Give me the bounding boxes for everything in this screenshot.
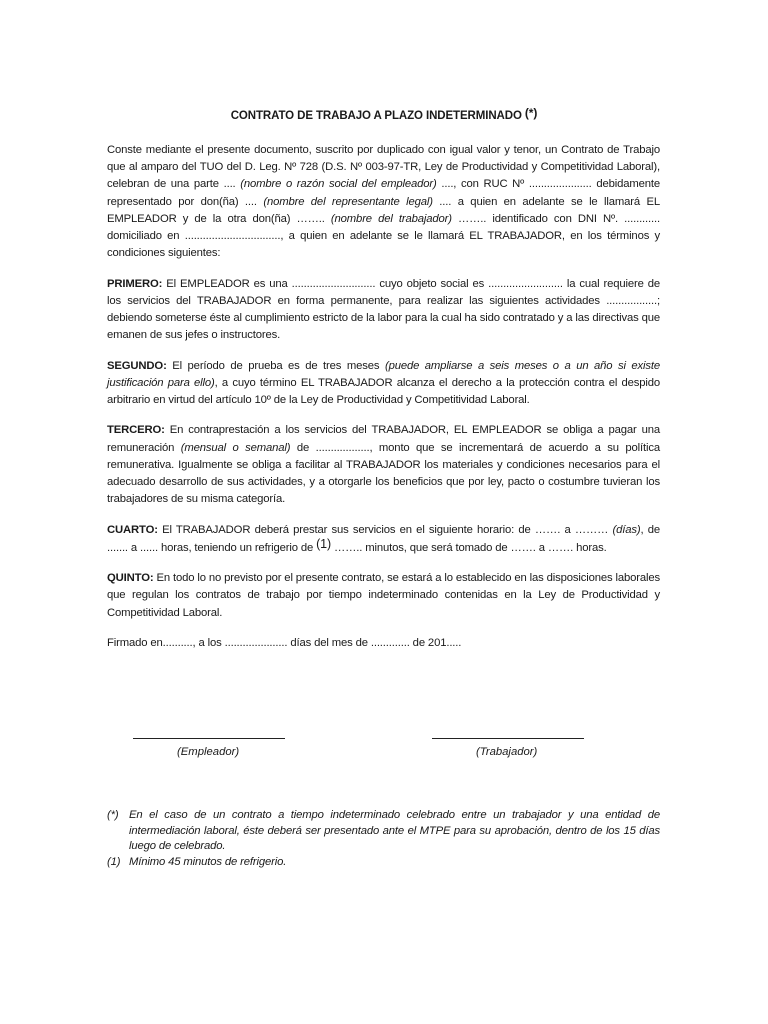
worker-signature-line [432,738,584,739]
intro-text: .... a quien en adelante se le llamará EL EMPLEADOR y de la otra don(ña) …….. [107,195,660,225]
title-footnote-mark: (*) [524,106,538,120]
footnote-mark: (1) [107,855,121,868]
footnote-mark: (*) [107,809,119,821]
clause-text: En contraprestación a los servicios del TRABAJADOR, EL EMPLEADOR se obliga a pagar una remuneración [107,424,660,454]
worker-name-placeholder: (nombre del trabajador) [330,212,452,225]
clause-text: …….. minutos, que será tomado de ……. a ……. horas. [330,541,607,554]
document-title [0,108,768,122]
clause-italic-note: (puede ampliarse a seis meses o a un año si existe justificación para ello) [107,359,661,389]
clause-text: , de ....... a ...... horas, teniendo un refrigerio de [107,523,661,554]
intro-text: ...., con RUC Nº ..................... debidamente representado por don(ña) .... [107,178,660,208]
footnote-item [107,855,660,871]
title-text: CONTRATO DE TRABAJO A PLAZO INDETERMINADO [230,110,522,122]
footnote-text: Mínimo 45 minutos de refrigerio. [129,855,287,868]
clause-label: PRIMERO: [107,277,163,290]
clause-italic-note: (días) [612,523,641,536]
worker-signature-label: (Trabajador) [476,746,538,758]
clause-text: El EMPLEADOR es una ............................ cuyo objeto social es ......................... la cual requiere de los servicios del TRABAJADOR en forma permanente, para realizar las siguientes actividades .................; debiendo someterse éste al cumplimiento estricto de la labor para la cual ha sido contratado y a las directivas que emanen de sus jefes o instructores. [107,277,660,342]
clause-text: El período de prueba es de tres meses [166,359,385,372]
intro-text: …….. identificado con DNI Nº. ............ domiciliado en ................................, a quien en adelante se le llamará EL TRABAJADOR, en los términos y condiciones siguientes: [107,212,660,260]
clause-text: de .................., monto que se incrementará de acuerdo a su política remunerativa. Igualmente se obliga a facilitar al TRABAJADOR los materiales y condiciones necesarios para el adecuado desarrollo de sus actividades, y a otorgarle los beneficios que por ley, pacto o costumbre tuvieran los trabajadores de su misma categoría. [107,441,660,506]
clause-text: En todo lo no previsto por el presente contrato, se estará a lo establecido en las disposiciones laborales que regulan los contratos de trabajo por tiempo indeterminado contenidas en la Ley de Productividad y Competitividad Laboral. [107,572,660,619]
footnote-text: En el caso de un contrato a tiempo indeterminado celebrado entre un trabajador y una entidad de intermediación laboral, éste deberá ser presentado ante el MTPE para su aprobación, dentro de los 15 días luego de celebrado. [129,809,660,852]
clause-primero [107,276,660,345]
legal-representative-placeholder: (nombre del representante legal) [263,195,433,208]
clause-segundo [107,358,660,410]
clause-text: , a cuyo término EL TRABAJADOR alcanza el derecho a la protección contra el despido arbitrario en virtud del artículo 10º de la Ley de Productividad y Competitividad Laboral. [107,376,660,407]
employer-name-placeholder: (nombre o razón social del empleador) [240,178,437,191]
clause-cuarto [107,522,660,557]
clause-tercero [107,422,660,508]
footnote-reference: (1) [316,536,331,551]
footnotes [107,808,660,870]
clause-label: CUARTO: [107,523,158,536]
clause-label: TERCERO: [107,424,165,437]
clause-italic-note: (mensual o semanal) [180,441,291,454]
contract-body [107,142,660,665]
intro-paragraph [107,142,660,262]
clause-text: El TRABAJADOR deberá prestar sus servicios en el siguiente horario: de ……. a ……… [157,523,613,536]
employer-signature-label: (Empleador) [177,746,240,758]
employer-signature-line [133,738,285,739]
intro-text: Conste mediante el presente documento, suscrito por duplicado con igual valor y tenor, un Contrato de Trabajo que al amparo del TUO del D. Leg. Nº 728 (D.S. Nº 003-97-TR, Ley de Productividad y Competitividad Laboral), celebran de una parte .... [107,144,660,191]
signature-block [0,724,768,784]
signing-date-line: Firmado en.........., a los ..................... días del mes de ............. de 201..... [107,637,462,649]
clause-quinto [107,570,660,622]
footnote-item [107,808,660,855]
clause-label: SEGUNDO: [107,359,167,372]
clause-label: QUINTO: [107,572,154,585]
